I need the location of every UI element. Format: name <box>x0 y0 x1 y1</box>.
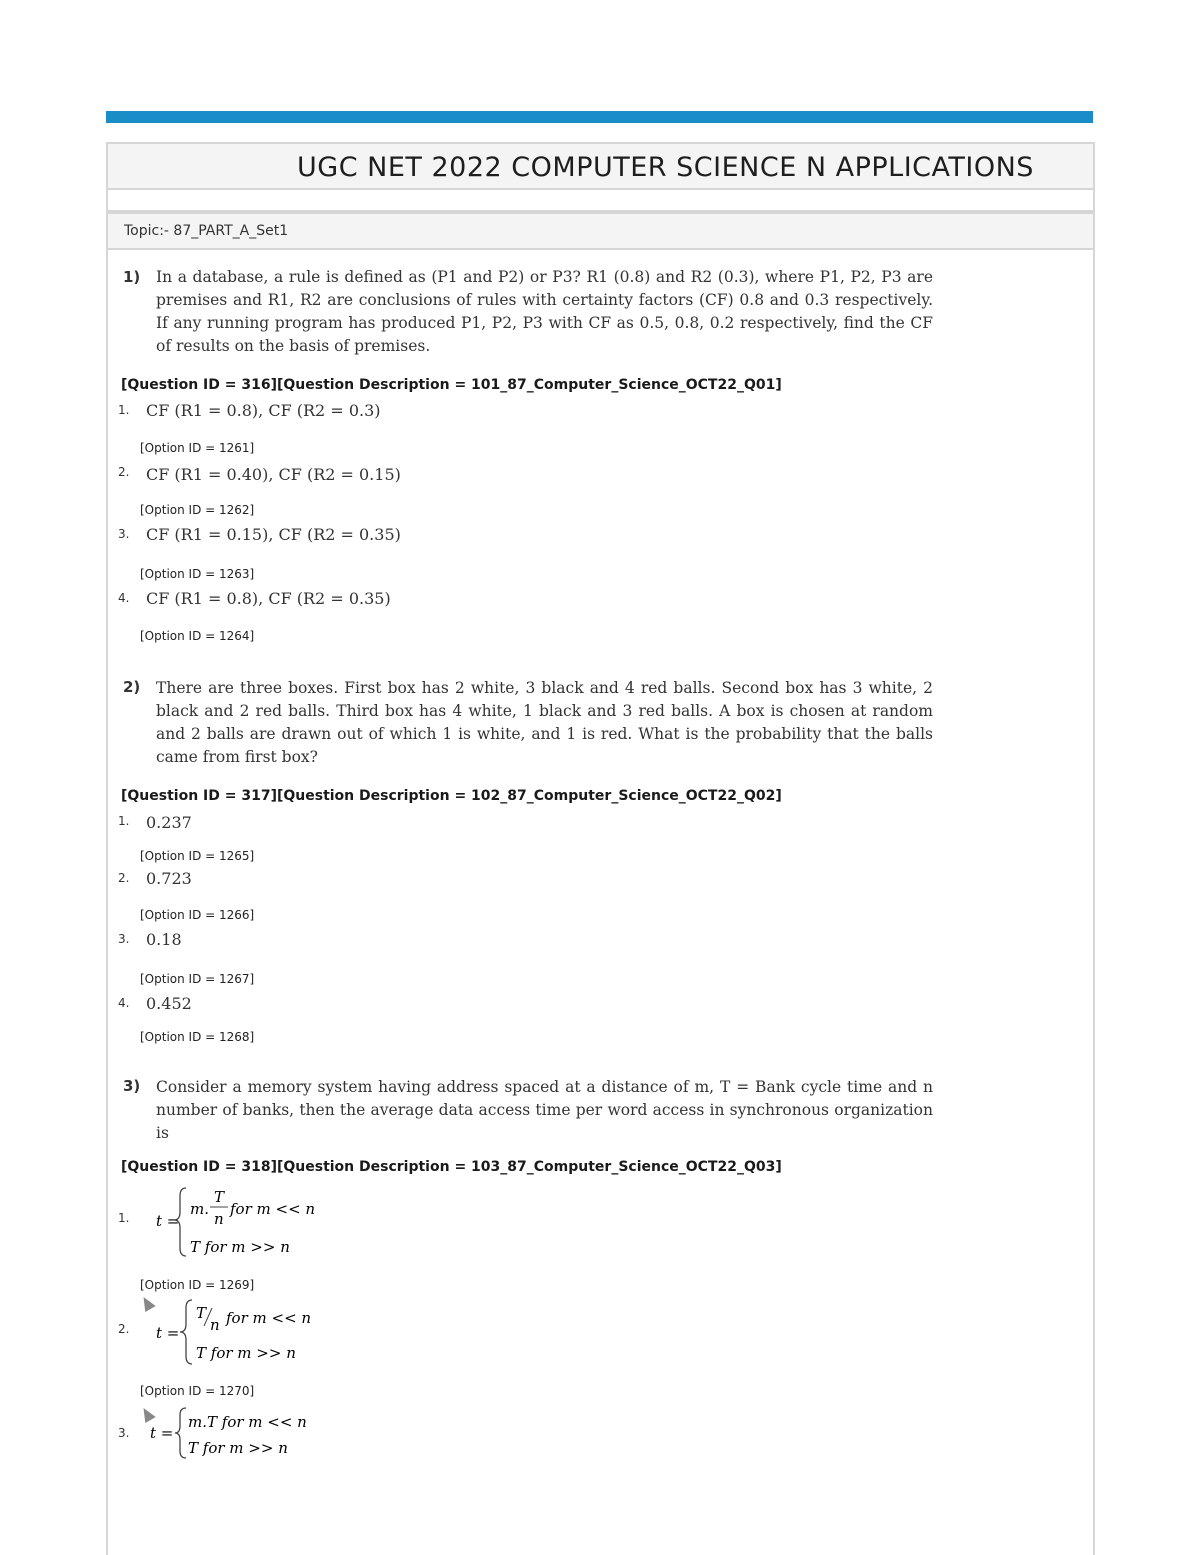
formula-top-a: m. <box>190 1200 209 1218</box>
option-id: [Option ID = 1267] <box>140 972 255 986</box>
option-id: [Option ID = 1263] <box>140 567 255 581</box>
topic-label: Topic:- 87_PART_A_Set1 <box>124 223 289 239</box>
fraction-numerator: T <box>214 1188 225 1206</box>
option-id: [Option ID = 1262] <box>140 503 255 517</box>
option-text[interactable]: 0.452 <box>146 994 192 1013</box>
formula-lhs: t = <box>156 1324 180 1342</box>
option-formula[interactable] <box>150 1296 320 1368</box>
question-text: There are three boxes. First box has 2 white, 3 black and 4 red balls. Second box has 3 white, 2 black and 2 red balls. Third box has 4 white, 1 black and 3 red balls. A box is chosen at random and 2 balls are drawn out of which 1 is white, and 1 is red. What is the probability that the balls came from first box? <box>156 679 933 766</box>
formula-top: m.T for m << n <box>188 1413 307 1431</box>
top-accent-bar <box>106 111 1093 123</box>
option-text[interactable]: CF (R1 = 0.8), CF (R2 = 0.35) <box>146 589 391 608</box>
page-title: UGC NET 2022 COMPUTER SCIENCE N APPLICATIONS <box>297 152 1034 183</box>
fraction-denominator: n <box>210 1316 220 1334</box>
option-number: 4. <box>118 591 130 605</box>
question-meta: [Question ID = 317][Question Description = 102_87_Computer_Science_OCT22_Q02] <box>121 788 782 804</box>
topic-row <box>108 212 1093 250</box>
question-text: In a database, a rule is defined as (P1 and P2) or P3? R1 (0.8) and R2 (0.3), where P1, P2, P3 are premises and R1, R2 are conclusions of rules with certainty factors (CF) 0.8 and 0.3 respectively. If any running program has produced P1, P2, P3 with CF as 0.5, 0.8, 0.2 respectively, find the CF of results on the basis of premises. <box>156 268 933 355</box>
option-id: [Option ID = 1264] <box>140 629 255 643</box>
formula-bottom: T for m >> n <box>190 1238 290 1256</box>
brace <box>180 1300 192 1364</box>
fraction-numerator: T <box>196 1304 207 1322</box>
question-number: 2) <box>123 678 141 696</box>
formula-top-b: for m << n <box>226 1309 312 1327</box>
formula-top-b: for m << n <box>230 1200 316 1218</box>
formula-lhs: t = <box>150 1424 174 1442</box>
question-number: 1) <box>123 268 141 286</box>
option-text[interactable]: 0.237 <box>146 813 192 832</box>
option-number: 2. <box>118 1322 130 1336</box>
option-text[interactable]: CF (R1 = 0.40), CF (R2 = 0.15) <box>146 465 401 484</box>
option-number: 4. <box>118 996 130 1010</box>
brace <box>175 1408 186 1458</box>
option-formula[interactable] <box>150 1182 330 1262</box>
option-id: [Option ID = 1266] <box>140 908 255 922</box>
option-number: 1. <box>118 814 130 828</box>
blank-row <box>108 190 1093 212</box>
option-number: 3. <box>118 1426 130 1440</box>
option-id: [Option ID = 1268] <box>140 1030 255 1044</box>
option-number: 2. <box>118 465 130 479</box>
question-meta: [Question ID = 318][Question Description = 103_87_Computer_Science_OCT22_Q03] <box>121 1159 782 1175</box>
title-box <box>108 144 1093 190</box>
option-number: 3. <box>118 527 130 541</box>
question-text: Consider a memory system having address spaced at a distance of m, T = Bank cycle time and n number of banks, then the average data access time per word access in synchronous organization is <box>156 1078 933 1142</box>
option-text[interactable]: CF (R1 = 0.15), CF (R2 = 0.35) <box>146 525 401 544</box>
option-id: [Option ID = 1265] <box>140 849 255 863</box>
fraction-denominator: n <box>214 1210 224 1228</box>
option-text[interactable]: 0.723 <box>146 869 192 888</box>
option-number: 1. <box>118 403 130 417</box>
option-formula[interactable] <box>150 1404 320 1462</box>
option-number: 1. <box>118 1211 130 1225</box>
option-id: [Option ID = 1261] <box>140 441 255 455</box>
option-id: [Option ID = 1270] <box>140 1384 255 1398</box>
question-number: 3) <box>123 1077 141 1095</box>
question-meta: [Question ID = 316][Question Description = 101_87_Computer_Science_OCT22_Q01] <box>121 377 782 393</box>
option-text[interactable]: CF (R1 = 0.8), CF (R2 = 0.3) <box>146 401 381 420</box>
formula-lhs: t = <box>156 1212 180 1230</box>
option-number: 2. <box>118 871 130 885</box>
option-text[interactable]: 0.18 <box>146 930 182 949</box>
formula-bottom: T for m >> n <box>196 1344 296 1362</box>
option-id: [Option ID = 1269] <box>140 1278 255 1292</box>
formula-bottom: T for m >> n <box>188 1439 288 1457</box>
option-number: 3. <box>118 932 130 946</box>
